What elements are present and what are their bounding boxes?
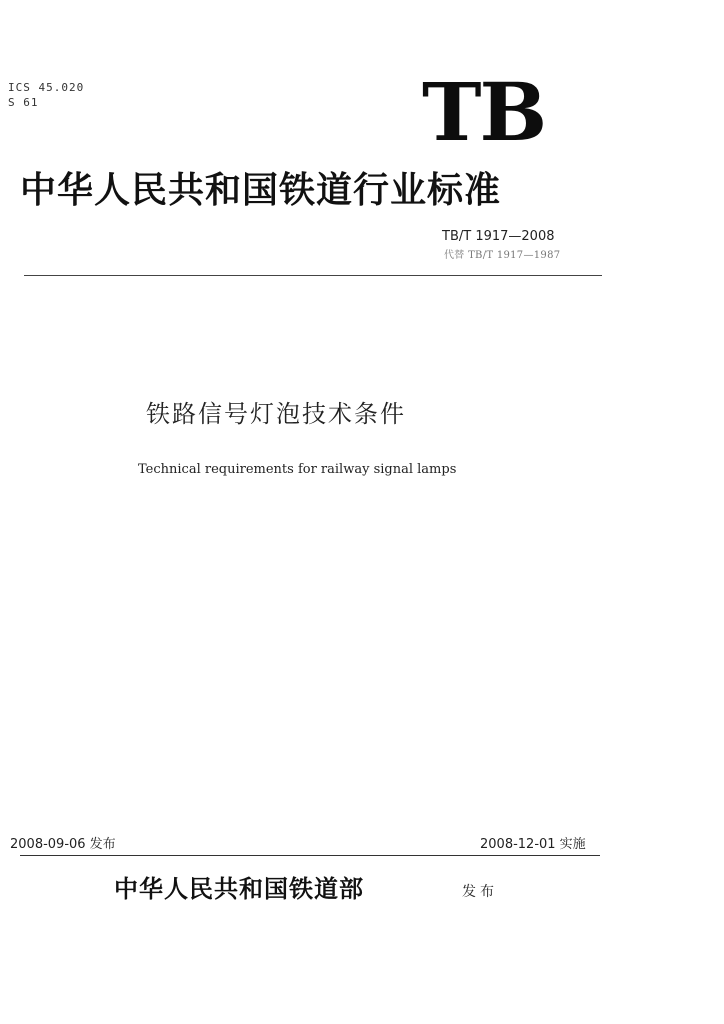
replaces-note: 代替 TB/T 1917—1987 [444,250,561,261]
issue-date: 2008-09-06 发布 [10,837,116,852]
tb-logo: TB [422,65,546,159]
header-divider [24,275,602,276]
standard-number: TB/T 1917—2008 [442,229,555,244]
footer-divider [20,855,600,856]
document-title-english: Technical requirements for railway signal lamps [138,462,457,477]
document-title-chinese: 铁路信号灯泡技术条件 [146,400,406,428]
ccs-code: S 61 [8,96,39,109]
ics-code: ICS 45.020 [8,81,85,94]
implementation-date: 2008-12-01 实施 [480,837,586,852]
standard-title: 中华人民共和国铁道行业标准 [20,169,502,211]
publish-label: 发布 [462,884,498,900]
publisher: 中华人民共和国铁道部 [114,874,364,903]
classification-codes [8,80,84,110]
